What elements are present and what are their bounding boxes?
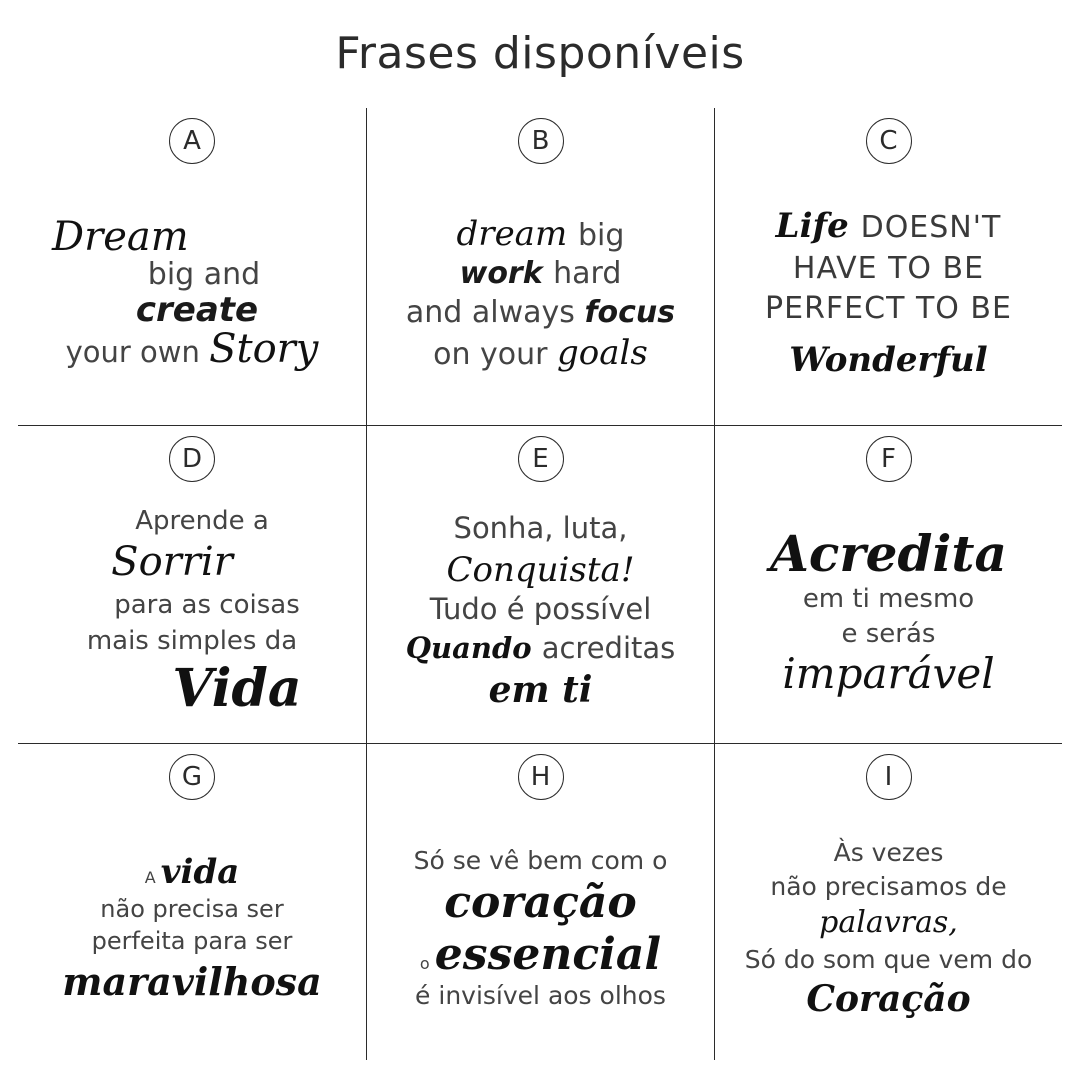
phrase-line	[806, 977, 971, 1020]
phrase-line	[803, 584, 974, 613]
phrase-card-b[interactable]	[366, 108, 714, 425]
phrase-fragment: mais simples da	[86, 625, 298, 656]
phrase-line	[745, 946, 1033, 974]
phrase-line	[18, 213, 366, 260]
phrase-fragment: em ti mesmo	[802, 583, 975, 614]
phrase-fragment: goals	[557, 333, 648, 374]
phrase-fragment: Conquista!	[446, 549, 635, 590]
phrase-text	[18, 170, 366, 425]
phrase-fragment: palavras,	[819, 905, 958, 941]
phrase-fragment: imparável	[782, 648, 995, 698]
phrase-line	[782, 648, 995, 698]
phrase-line	[770, 873, 1006, 901]
phrase-fragment: your own	[65, 335, 210, 370]
page-title: Frases disponíveis	[335, 28, 745, 79]
phrase-card-c[interactable]	[714, 108, 1062, 425]
phrase-fragment: Vida	[172, 657, 302, 719]
phrase-fragment: Sorrir	[111, 539, 233, 586]
phrase-fragment: Às vezes	[833, 838, 944, 868]
phrase-card-e[interactable]	[366, 425, 714, 742]
phrase-line	[776, 208, 1002, 245]
phrase-line	[488, 668, 593, 711]
phrase-fragment: big and	[147, 257, 261, 293]
phrase-text	[367, 170, 714, 425]
phrase-fragment: hard	[553, 256, 622, 292]
phrase-line	[460, 258, 622, 290]
phrase-line	[792, 250, 985, 286]
phrase-line	[419, 928, 662, 980]
phrase-text	[715, 806, 1062, 1060]
phrase-line	[111, 541, 273, 584]
phrase-fragment: não precisamos de	[770, 872, 1007, 902]
phrase-fragment: Wonderful	[789, 339, 988, 380]
phrase-line	[66, 328, 319, 371]
phrase-fragment: e serás	[841, 618, 936, 649]
phrase-fragment: Tudo é possível	[429, 592, 652, 627]
phrase-fragment: A	[144, 868, 161, 888]
phrase-line	[770, 523, 1007, 583]
phrase-card-d[interactable]	[18, 425, 366, 742]
phrase-fragment: Sonha, luta,	[453, 511, 628, 546]
phrase-fragment: o	[419, 953, 435, 973]
phrase-line	[62, 958, 322, 1004]
phrase-text	[367, 806, 714, 1060]
phrase-card-g[interactable]	[18, 743, 366, 1060]
phrase-line	[765, 293, 1012, 325]
phrase-line	[789, 334, 987, 379]
phrase-card-a[interactable]	[18, 108, 366, 425]
phrase-text	[715, 170, 1062, 425]
phrase-fragment: create	[135, 289, 259, 330]
phrase-fragment: focus	[584, 294, 676, 330]
phrase-fragment: Story	[209, 326, 319, 373]
phrase-badge-b: B	[518, 118, 564, 164]
phrase-badge-f: F	[866, 436, 912, 482]
phrase-line	[430, 594, 652, 626]
phrase-badge-a: A	[169, 118, 215, 164]
phrase-fragment: big	[578, 217, 625, 253]
phrase-line	[456, 213, 625, 254]
phrase-fragment: Só do som que vem do	[744, 944, 1033, 974]
phrase-line	[124, 259, 260, 291]
phrase-fragment: coração	[444, 877, 637, 929]
phrase-fragment: work	[459, 256, 554, 292]
phrase-fragment: perfeita para ser	[91, 926, 293, 955]
phrase-fragment: Aprende a	[135, 506, 269, 537]
phrase-badge-e: E	[518, 436, 564, 482]
phrase-fragment: não precisa ser	[100, 894, 284, 923]
phrase-fragment: para as coisas	[114, 590, 300, 621]
phrase-line	[115, 506, 269, 535]
phrase-fragment: dream	[456, 213, 579, 254]
phrase-line	[405, 630, 676, 665]
phrase-text	[18, 488, 366, 742]
phrase-line	[126, 289, 259, 330]
phrase-line	[414, 847, 668, 875]
phrase-fragment: Coração	[806, 977, 971, 1020]
phrase-line	[405, 294, 676, 330]
phrase-line	[433, 335, 648, 372]
phrase-card-f[interactable]	[714, 425, 1062, 742]
phrase-text	[715, 488, 1062, 742]
phrase-fragment: and always	[405, 294, 585, 330]
phrase-badge-g: G	[169, 754, 215, 800]
phrase-line	[454, 513, 628, 545]
phrase-badge-d: D	[169, 436, 215, 482]
phrase-fragment: DOESN'T	[860, 210, 1002, 246]
phrase-card-i[interactable]	[714, 743, 1062, 1060]
phrase-fragment: é invisível aos olhos	[415, 981, 666, 1011]
phrase-badge-h: H	[518, 754, 564, 800]
phrase-line	[87, 626, 297, 655]
phrase-line	[444, 879, 636, 927]
phrase-line	[819, 907, 958, 939]
phrase-fragment: on your	[433, 337, 558, 373]
phrase-line	[91, 926, 293, 955]
phrase-fragment: acreditas	[541, 630, 676, 665]
phrase-fragment: em ti	[488, 668, 593, 711]
phrase-badge-c: C	[866, 118, 912, 164]
phrase-grid	[18, 108, 1062, 1060]
phrase-line	[84, 590, 300, 619]
phrase-line	[100, 894, 284, 923]
phrase-fragment: HAVE TO BE	[792, 250, 985, 286]
phrase-card-h[interactable]	[366, 743, 714, 1060]
phrase-line	[415, 982, 666, 1010]
phrase-fragment: Dream	[52, 213, 189, 260]
phrase-fragment: Quando	[405, 630, 542, 665]
phrase-line	[446, 549, 635, 590]
phrase-text	[367, 488, 714, 742]
phrase-line	[82, 657, 302, 719]
phrase-line	[834, 839, 944, 867]
phrase-fragment: Só se vê bem com o	[413, 846, 668, 876]
phrase-fragment: essencial	[434, 928, 662, 980]
phrase-fragment: Life	[775, 206, 861, 247]
phrase-badge-i: I	[866, 754, 912, 800]
phrase-fragment: PERFECT TO BE	[765, 291, 1012, 327]
phrase-fragment: vida	[160, 852, 240, 893]
phrase-line	[842, 619, 936, 648]
phrase-fragment: maravilhosa	[62, 958, 322, 1004]
phrase-text	[18, 806, 366, 1060]
phrase-line	[145, 854, 240, 891]
phrase-fragment: Acredita	[770, 523, 1007, 583]
